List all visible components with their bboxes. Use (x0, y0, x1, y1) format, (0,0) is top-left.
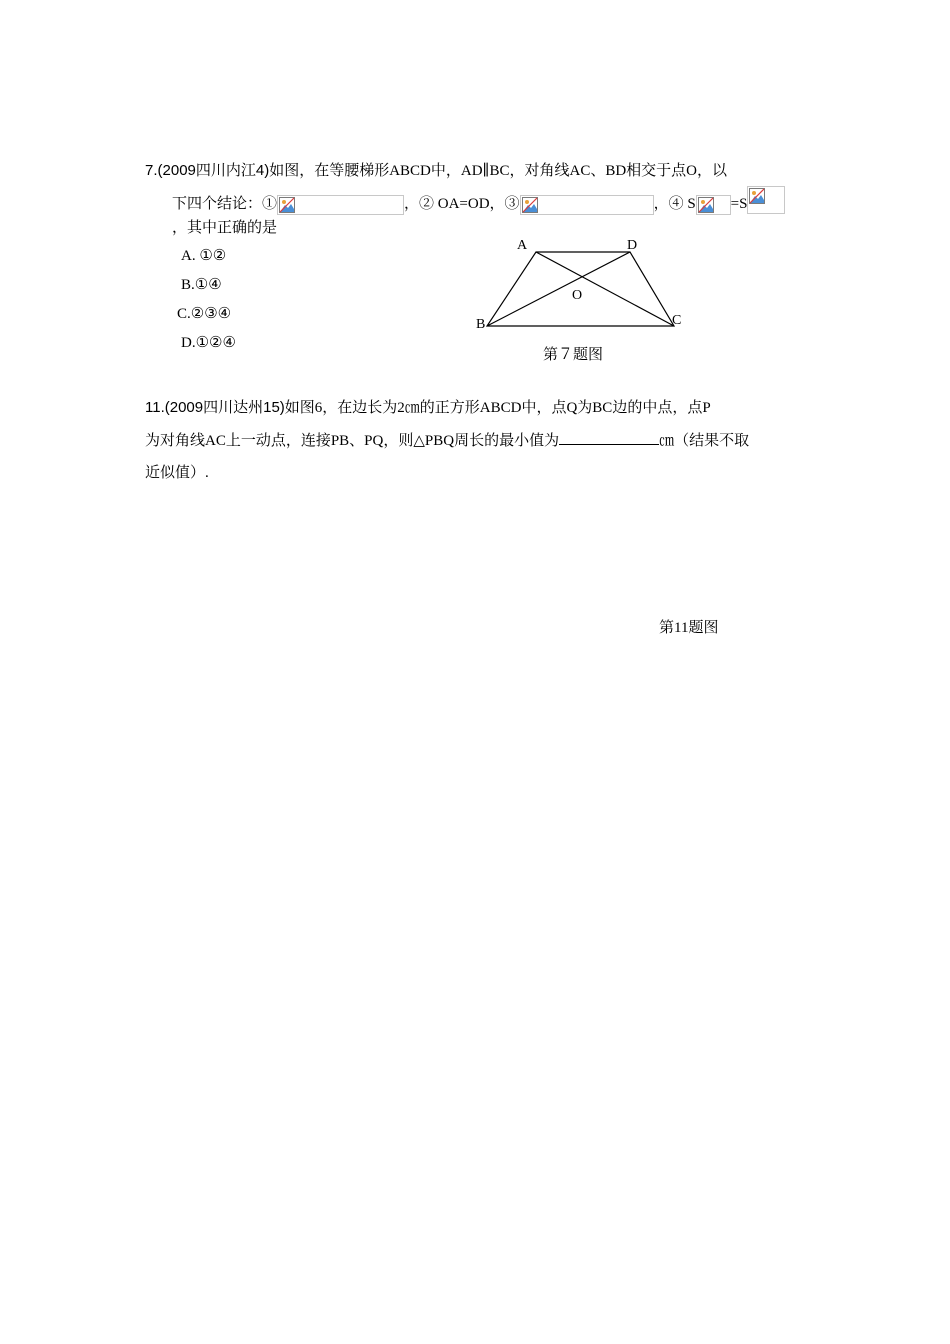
q7-text-line-1: 如图，在等腰梯形ABCD中，AD∥BC，对角线AC、BD相交于点O，以 (269, 163, 728, 179)
q7-figure-caption: 第７题图 (543, 347, 604, 363)
broken-image-icon (522, 197, 538, 213)
q7-text-line-2b: ，② OA=OD，③ (404, 196, 520, 212)
diagonal-bd (487, 252, 630, 326)
q11-figure-caption: 第11题图 (659, 620, 719, 636)
q11-text-line-2b: ㎝（结果不取 (659, 433, 750, 449)
broken-image-icon (279, 197, 295, 213)
broken-image-icon (749, 188, 765, 204)
vertex-label-d: D (627, 238, 638, 253)
conclusion-1-image (277, 195, 404, 215)
q11-source: (2009四川达州15) (164, 399, 285, 416)
vertex-label-o: O (572, 288, 583, 303)
q7-text-line-2d: =S (730, 196, 748, 212)
q11-text-line-3: 近似值）. (145, 465, 209, 481)
diagonal-ac (536, 252, 674, 326)
q7-text-line-2c: ，④ S (653, 196, 696, 212)
trapezoid-figure (460, 230, 700, 340)
vertex-label-c: C (672, 313, 682, 328)
q11-line-1 (145, 398, 711, 418)
q7-option-c: C.②③④ (177, 306, 232, 322)
q7-text-line-3: ，其中正确的是 (172, 220, 278, 236)
q11-number: 11. (145, 399, 165, 416)
q7-text-line-2a: 下四个结论：① (172, 196, 278, 212)
area-subscript-1-image (696, 195, 731, 215)
area-subscript-2-image (747, 186, 785, 214)
q11-text-line-1: 如图6，在边长为2㎝的正方形ABCD中，点Q为BC边的中点，点P (284, 400, 711, 416)
vertex-label-b: B (476, 317, 486, 332)
q7-source: (2009四川内江4) (157, 162, 270, 179)
q11-text-line-2a: 为对角线AC上一动点，连接PB、PQ，则△PBQ周长的最小值为 (145, 433, 560, 449)
conclusion-3-image (520, 195, 654, 215)
q7-number: 7. (145, 162, 158, 179)
broken-image-icon (698, 197, 714, 213)
vertex-label-a: A (517, 238, 528, 253)
q7-option-b: B.①④ (181, 277, 222, 293)
q7-line-1 (145, 161, 727, 181)
q11-answer-blank[interactable] (559, 430, 659, 445)
q7-option-a: A. ①② (181, 248, 227, 264)
q7-option-d: D.①②④ (181, 335, 236, 351)
q11-line-2 (145, 430, 749, 451)
q7-line-2 (172, 186, 785, 215)
